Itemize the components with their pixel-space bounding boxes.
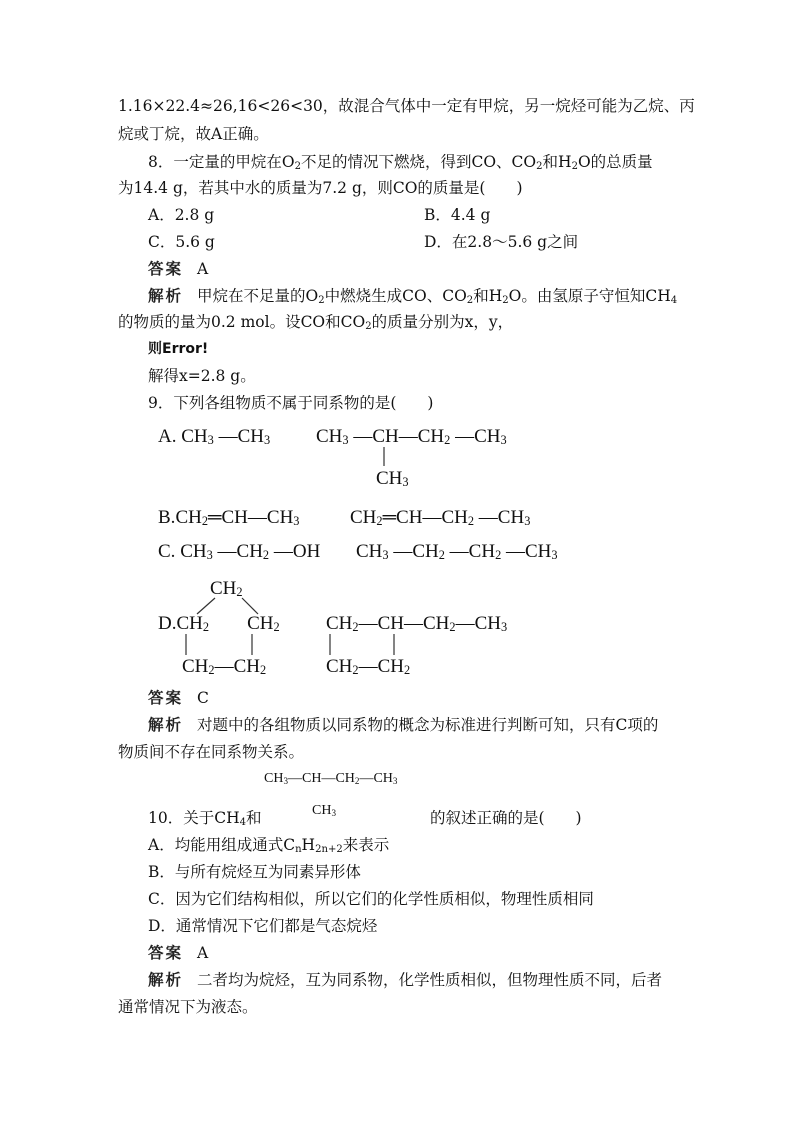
q9-a-ethane: A. $CH_3$ $—CH_3$ (158, 426, 271, 447)
q9-analysis-line-1: 解析 对题中的各组物质以同系物的概念为标准进行判断可知，只有C项的 (148, 716, 659, 734)
q9-answer: 答案 C (148, 689, 209, 707)
q8-analysis-line-2: 的物质的量为0.2 mol。设CO和$CO_2$的质量分别为x，y， (118, 313, 514, 332)
q9-d-ring-top: $CH_2$ (210, 578, 243, 599)
q10-stem-tail: 的叙述正确的是( ) (430, 809, 582, 827)
q10-option-b: B．与所有烷烃互为同素异形体 (148, 863, 361, 881)
q8-stem-line-1: 8．一定量的甲烷在$O_2$不足的情况下燃烧，得到CO、$CO_2$和$H_2O$的总质量 (148, 153, 653, 172)
q9-analysis-line-2: 物质间不存在同系物关系。 (118, 743, 305, 761)
q8-option-d: D．在2.8～5.6 g之间 (424, 233, 579, 251)
q9-d-cyclobutyl-top: $CH_2—CH—CH_2—CH_3$ (326, 613, 508, 634)
q10-answer: 答案 A (148, 944, 209, 962)
q8-solve: 解得x=2.8 g。 (148, 367, 256, 385)
q10-option-a: A．均能用组成通式$C_nH_{2n+2}$来表示 (148, 836, 390, 855)
q9-b-butene: $CH_2═CH—CH_2$ $—CH_3$ (350, 507, 531, 528)
q9-c-butane: $CH_3$ $—CH_2$ $—CH_2$ $—CH_3$ (356, 541, 558, 562)
q8-stem-line-2: 为14.4 g，若其中水的质量为7.2 g，则CO的质量是( ) (118, 179, 523, 197)
q9-d-ring-mid: $D.CH_2$ $CH_2$ (158, 613, 280, 634)
prev-text-line-2: 烷或丁烷，故A正确。 (118, 125, 269, 143)
q10-isobutane-main: $CH_3—CH—CH_2—CH_3$ (264, 771, 398, 786)
q8-answer: 答案 A (148, 260, 209, 278)
q10-option-c: C．因为它们结构相似，所以它们的化学性质相似，物理性质相同 (148, 890, 594, 908)
q10-option-d: D．通常情况下它们都是气态烷烃 (148, 917, 378, 935)
q8-option-a: A．2.8 g (148, 206, 215, 224)
prev-text-line-1: 1.16×22.4≈26,16<26<30，故混合气体中一定有甲烷，另一烷烃可能为乙烷、丙 (118, 97, 695, 115)
q8-analysis-line-1: 解析 甲烷在不足量的$O_2$中燃烧生成CO、$CO_2$和$H_2O$。由氢原子守恒知$CH_4$ (148, 287, 678, 306)
q8-option-c: C．5.6 g (148, 233, 215, 251)
q9-stem: 9．下列各组物质不属于同系物的是( ) (148, 394, 434, 412)
q9-b-propene: $B.CH_2═CH—CH_3$ (158, 507, 300, 528)
q8-error-line: 则Error! (148, 341, 209, 357)
q9-d-cyclobutyl-bottom: $CH_2—CH_2$ (326, 656, 411, 677)
q9-c-ethanol: C. $CH_3$ $—CH_2$ —OH (158, 541, 321, 562)
q10-isobutane-branch: $CH_3$ (312, 803, 336, 818)
q8-option-b: B．4.4 g (424, 206, 491, 224)
q10-stem: 10．关于$CH_4$和 (148, 809, 262, 828)
q9-a-isobutane-main: $CH_3$ $—CH—CH_2$ $—CH_3$ (316, 426, 507, 447)
q9-a-isobutane-branch: $CH_3$ (376, 468, 409, 489)
q10-analysis-line-2: 通常情况下为液态。 (118, 998, 258, 1016)
q10-analysis-line-1: 解析 二者均为烷烃，互为同系物，化学性质相似，但物理性质不同，后者 (148, 971, 663, 989)
q9-d-ring-bottom: $CH_2—CH_2$ (182, 656, 267, 677)
